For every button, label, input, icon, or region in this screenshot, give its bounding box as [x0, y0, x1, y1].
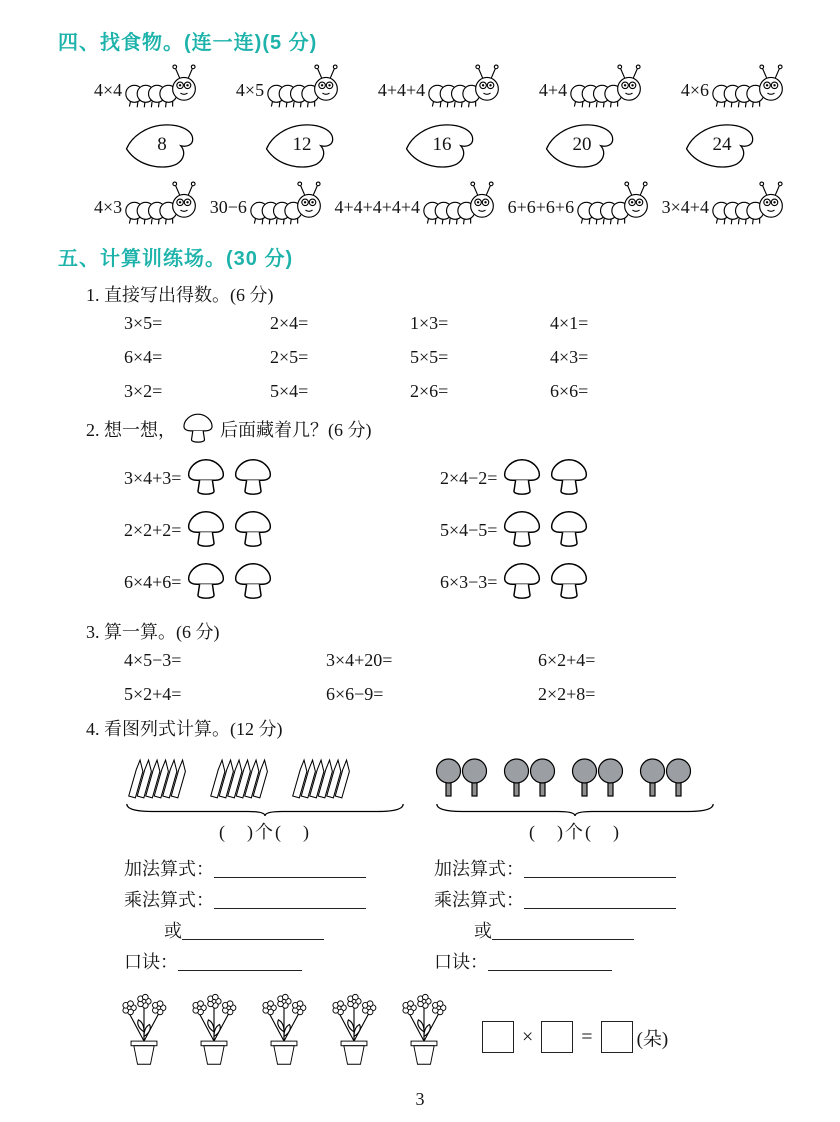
problem: 3×4+20=: [326, 650, 393, 670]
mushroom-icon: [184, 509, 228, 551]
mushroom-problem: [440, 509, 756, 551]
problem: 6×2+4=: [538, 650, 596, 670]
paddle-picture-block: [434, 749, 716, 844]
pencil-picture-block: [124, 749, 406, 844]
sub2-title-suffix: 后面藏着几？(6 分): [220, 420, 372, 440]
bracket-label: ( )个( ): [219, 822, 311, 842]
sub3-title: 3. 算一算。(6 分): [86, 622, 220, 642]
or-label: 或: [164, 921, 182, 941]
answer-line: [182, 924, 324, 940]
flowerpot-icon: [116, 993, 172, 1067]
problem: 6×6−9=: [326, 684, 384, 704]
caterpillar-item: [94, 61, 201, 111]
section5-heading: 五、计算训练场。(30 分): [58, 248, 294, 270]
mushroom-icon: [231, 509, 275, 551]
answer-line: [492, 924, 634, 940]
leaf-number: 24: [712, 134, 732, 155]
caterpillar-item: [662, 178, 788, 228]
caterpillar-item: [681, 61, 788, 111]
expression-label: 6+6+6+6: [507, 197, 575, 217]
multiplication-label: 乘法算式：: [434, 890, 524, 910]
pencil-group-icon: [288, 757, 356, 801]
answer-line: [524, 862, 676, 878]
mushroom-problem: [124, 561, 440, 603]
problem: 6×6=: [550, 381, 589, 401]
multiplication-label: 乘法算式：: [124, 890, 214, 910]
problem: 5×2+4=: [124, 684, 182, 704]
answer-line: [178, 955, 302, 971]
mushroom-icon: [500, 509, 544, 551]
caterpillar-item: [236, 61, 343, 111]
calculate-grid: [124, 650, 796, 705]
bracket-label: ( )个( ): [529, 822, 621, 842]
underbrace: [434, 803, 716, 816]
caterpillar-item: [539, 61, 646, 111]
flowerpot-icon: [326, 993, 382, 1067]
leaf-item[interactable]: [544, 121, 616, 172]
mushroom-icon: [180, 412, 216, 446]
caterpillar-icon: [265, 61, 343, 111]
problem: 4×5−3=: [124, 650, 182, 670]
problem: 1×3=: [410, 313, 449, 333]
problem: 2×4=: [270, 313, 309, 333]
expression-label: 30−6: [209, 197, 247, 217]
mushroom-icon: [500, 561, 544, 603]
mushroom-problems: [124, 452, 796, 608]
caterpillar-icon: [248, 178, 326, 228]
mushroom-problem: [440, 561, 756, 603]
caterpillar-icon: [123, 61, 201, 111]
leaf-item[interactable]: [684, 121, 756, 172]
leaf-item[interactable]: [124, 121, 196, 172]
mushroom-icon: [231, 457, 275, 499]
answer-box: [601, 1021, 633, 1053]
mushroom-icon: [500, 457, 544, 499]
sub2-title: [86, 412, 796, 446]
leaf-number: 16: [432, 134, 452, 155]
mushroom-icon: [184, 561, 228, 603]
mushroom-problem: [124, 457, 440, 499]
caterpillar-item: [508, 178, 653, 228]
leaf-number: 12: [292, 134, 312, 155]
caterpillar-item: [334, 178, 499, 228]
problem: 4×3=: [550, 347, 589, 367]
direct-answer-grid: [124, 313, 796, 402]
problem: 2×6=: [410, 381, 449, 401]
paddle-pair-icon: [638, 757, 696, 801]
koujue-label: 口诀：: [124, 952, 178, 972]
mushroom-icon: [184, 457, 228, 499]
answer-line: [488, 955, 612, 971]
answer-line: [524, 893, 676, 909]
expression-label: 4+4: [538, 80, 568, 100]
answer-line: [214, 893, 366, 909]
caterpillar-icon: [710, 178, 788, 228]
problem: 2×5=: [270, 347, 309, 367]
addition-label: 加法算式：: [124, 859, 214, 879]
problem: 4×1=: [550, 313, 589, 333]
expression-label: 4×4: [94, 80, 123, 100]
problem: 6×4+6=: [124, 571, 182, 592]
problem: 3×2=: [124, 381, 163, 401]
leaf-number: 8: [157, 134, 167, 155]
flower-problem: [116, 993, 796, 1067]
leaf-item[interactable]: [404, 121, 476, 172]
caterpillar-row-bottom: [94, 178, 788, 228]
mushroom-icon: [547, 457, 591, 499]
times-sign: ×: [522, 1025, 534, 1048]
sub1-title: 1. 直接写出得数。(6 分): [86, 285, 274, 305]
koujue-label: 口诀：: [434, 952, 488, 972]
box-equation: [482, 1021, 668, 1053]
pencil-group-icon: [206, 757, 274, 801]
mushroom-problem: [124, 509, 440, 551]
problem: 2×4−2=: [440, 467, 498, 488]
caterpillar-icon: [710, 61, 788, 111]
pencil-group-icon: [124, 757, 192, 801]
expression-label: 3×4+4: [661, 197, 709, 217]
mushroom-problem: [440, 457, 756, 499]
caterpillar-item: [210, 178, 326, 228]
answer-line: [214, 862, 366, 878]
pencil-equations: [124, 850, 406, 979]
paddle-pair-icon: [502, 757, 560, 801]
caterpillar-item: [378, 61, 504, 111]
mushroom-icon: [547, 561, 591, 603]
problem: 6×3−3=: [440, 571, 498, 592]
caterpillar-icon: [123, 178, 201, 228]
equation-forms: [124, 850, 796, 979]
caterpillar-icon: [421, 178, 499, 228]
paddle-pair-icon: [570, 757, 628, 801]
mushroom-icon: [547, 509, 591, 551]
expression-label: 4×3: [94, 197, 123, 217]
caterpillar-row-top: [94, 61, 788, 111]
flowerpot-icon: [256, 993, 312, 1067]
caterpillar-item: [94, 178, 201, 228]
problem: 6×4=: [124, 347, 163, 367]
problem: 2×2+8=: [538, 684, 596, 704]
sub2-title-prefix: 2. 想一想，: [86, 420, 176, 440]
problem: 5×4−5=: [440, 519, 498, 540]
expression-label: 4+4+4+4+4: [334, 197, 421, 217]
caterpillar-icon: [568, 61, 646, 111]
answer-box: [482, 1021, 514, 1053]
flowerpot-icon: [186, 993, 242, 1067]
flower-pots: [116, 993, 452, 1067]
addition-label: 加法算式：: [434, 859, 524, 879]
problem: 5×4=: [270, 381, 309, 401]
leaf-number: 20: [572, 134, 592, 155]
underbrace: [124, 803, 406, 816]
leaf-item[interactable]: [264, 121, 336, 172]
flowerpot-icon: [396, 993, 452, 1067]
expression-label: 4×6: [680, 80, 709, 100]
flower-unit-label: (朵): [636, 1028, 669, 1050]
picture-problems: [124, 749, 796, 844]
page-number: 3: [415, 1089, 425, 1109]
answer-box: [541, 1021, 573, 1053]
expression-label: 4×5: [235, 80, 265, 100]
problem: 3×5=: [124, 313, 163, 333]
problem: 3×4+3=: [124, 467, 182, 488]
pencil-groups: [124, 749, 406, 801]
equals-sign: =: [581, 1025, 593, 1048]
paddle-groups: [434, 749, 716, 801]
paddle-pair-icon: [434, 757, 492, 801]
section4-heading: 四、找食物。(连一连)(5 分): [58, 32, 318, 54]
caterpillar-icon: [575, 178, 653, 228]
or-label: 或: [474, 921, 492, 941]
leaf-row: [124, 121, 756, 172]
paddle-equations: [434, 850, 716, 979]
problem: 5×5=: [410, 347, 449, 367]
mushroom-icon: [231, 561, 275, 603]
problem: 2×2+2=: [124, 519, 182, 540]
expression-label: 4+4+4: [377, 80, 426, 100]
sub4-title: 4. 看图列式计算。(12 分): [86, 719, 283, 739]
caterpillar-icon: [426, 61, 504, 111]
